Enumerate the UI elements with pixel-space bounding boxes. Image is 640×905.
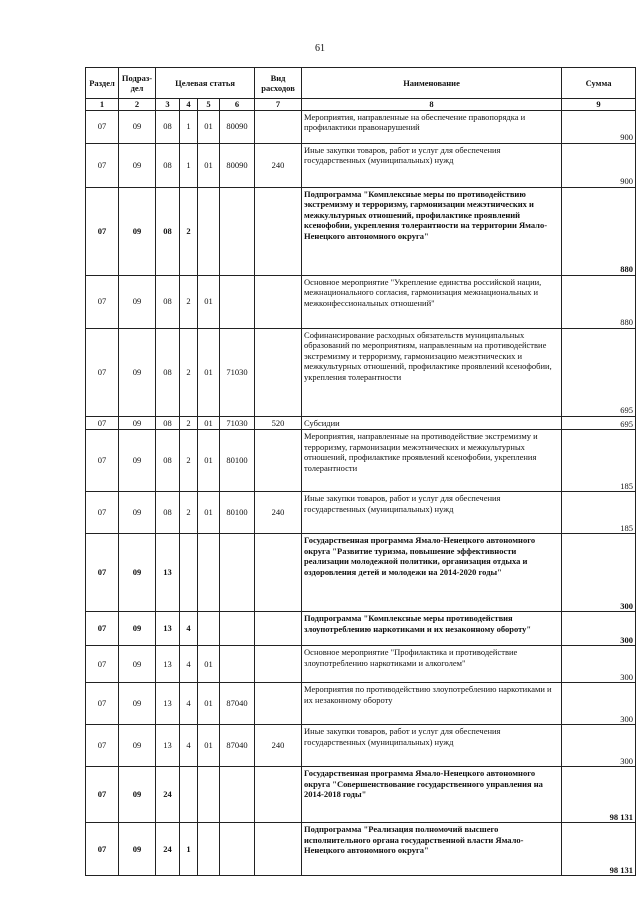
cell-sum: 900 (562, 143, 636, 187)
cell-podrazdel: 09 (119, 275, 156, 328)
cell-subprogram: 1 (180, 110, 198, 143)
cell-expense-type: 520 (255, 416, 302, 430)
cell-name: Подпрограмма "Комплексные меры по противодействию экстремизму и терроризму, гармонизации межэтнических и межкультурных отношений, профилактике проявлений ксенофобии, укрепления толерантности на территории Ямало-Ненецкого автономного округа" (302, 187, 562, 275)
table-row (86, 823, 636, 876)
cell-sum: 185 (562, 430, 636, 492)
cell-razdel: 07 (86, 143, 119, 187)
cell-name: Мероприятия, направленные на противодействие экстремизму и терроризму, гармонизации межэтнических и межкультурных отношений, профилактике проявлений ксенофобии, укрепления толерантности (302, 430, 562, 492)
cell-program: 13 (156, 725, 180, 767)
cell-expense-type (255, 110, 302, 143)
cell-program: 24 (156, 823, 180, 876)
cell-podrazdel: 09 (119, 683, 156, 725)
cell-razdel: 07 (86, 110, 119, 143)
cell-subprogram: 2 (180, 430, 198, 492)
column-number: 9 (562, 99, 636, 111)
cell-razdel: 07 (86, 725, 119, 767)
cell-program: 13 (156, 612, 180, 646)
cell-measure: 01 (198, 143, 220, 187)
cell-measure: 01 (198, 683, 220, 725)
cell-podrazdel: 09 (119, 110, 156, 143)
cell-subprogram: 4 (180, 725, 198, 767)
budget-table (85, 67, 636, 876)
cell-name: Иные закупки товаров, работ и услуг для обеспечения государственных (муниципальных) нужд (302, 143, 562, 187)
table-row (86, 767, 636, 823)
cell-direction (220, 646, 255, 683)
cell-name: Основное мероприятие "Профилактика и противодействие злоупотреблению наркотиками и алкоголем" (302, 646, 562, 683)
table-row (86, 187, 636, 275)
cell-name: Мероприятия по противодействию злоупотреблению наркотиками и их незаконному обороту (302, 683, 562, 725)
cell-subprogram: 4 (180, 612, 198, 646)
cell-name: Мероприятия, направленные на обеспечение правопорядка и профилактики правонарушений (302, 110, 562, 143)
cell-program: 13 (156, 534, 180, 612)
cell-razdel: 07 (86, 823, 119, 876)
cell-sum: 98 131 (562, 823, 636, 876)
cell-direction: 71030 (220, 416, 255, 430)
cell-razdel: 07 (86, 646, 119, 683)
cell-name: Иные закупки товаров, работ и услуг для обеспечения государственных (муниципальных) нужд (302, 725, 562, 767)
cell-name: Субсидии (302, 416, 562, 430)
cell-measure (198, 534, 220, 612)
cell-direction: 80100 (220, 430, 255, 492)
cell-program: 08 (156, 416, 180, 430)
cell-razdel: 07 (86, 187, 119, 275)
cell-podrazdel: 09 (119, 143, 156, 187)
cell-direction: 80090 (220, 110, 255, 143)
cell-subprogram: 2 (180, 328, 198, 416)
header-podrazdel: Подраз-дел (119, 68, 156, 99)
cell-subprogram: 1 (180, 823, 198, 876)
cell-subprogram: 2 (180, 416, 198, 430)
table-row (86, 110, 636, 143)
table-row (86, 430, 636, 492)
cell-razdel: 07 (86, 416, 119, 430)
cell-measure: 01 (198, 430, 220, 492)
header-target: Целевая статья (156, 68, 255, 99)
header-vid: Вид расходов (255, 68, 302, 99)
cell-razdel: 07 (86, 328, 119, 416)
cell-subprogram (180, 767, 198, 823)
cell-measure: 01 (198, 275, 220, 328)
cell-expense-type (255, 767, 302, 823)
cell-program: 24 (156, 767, 180, 823)
cell-program: 08 (156, 187, 180, 275)
cell-podrazdel: 09 (119, 823, 156, 876)
cell-direction (220, 767, 255, 823)
cell-podrazdel: 09 (119, 430, 156, 492)
cell-podrazdel: 09 (119, 725, 156, 767)
cell-measure: 01 (198, 725, 220, 767)
column-number: 2 (119, 99, 156, 111)
column-number: 5 (198, 99, 220, 111)
cell-direction: 80090 (220, 143, 255, 187)
cell-expense-type: 240 (255, 725, 302, 767)
cell-sum: 98 131 (562, 767, 636, 823)
cell-expense-type (255, 823, 302, 876)
table-row (86, 683, 636, 725)
table-row (86, 275, 636, 328)
cell-subprogram: 2 (180, 275, 198, 328)
cell-measure: 01 (198, 646, 220, 683)
cell-sum: 900 (562, 110, 636, 143)
cell-name: Государственная программа Ямало-Ненецкого автономного округа "Совершенствование государственного управления на 2014-2018 годы" (302, 767, 562, 823)
cell-direction (220, 612, 255, 646)
cell-podrazdel: 09 (119, 646, 156, 683)
cell-expense-type (255, 328, 302, 416)
cell-measure (198, 612, 220, 646)
cell-measure (198, 767, 220, 823)
cell-measure: 01 (198, 328, 220, 416)
header-razdel: Раздел (86, 68, 119, 99)
cell-program: 13 (156, 683, 180, 725)
cell-expense-type: 240 (255, 143, 302, 187)
cell-program: 08 (156, 430, 180, 492)
column-number: 6 (220, 99, 255, 111)
cell-expense-type (255, 534, 302, 612)
cell-sum: 300 (562, 612, 636, 646)
cell-razdel: 07 (86, 275, 119, 328)
cell-sum: 185 (562, 492, 636, 534)
table-row (86, 612, 636, 646)
table-header-row (86, 68, 636, 99)
cell-podrazdel: 09 (119, 612, 156, 646)
cell-subprogram: 2 (180, 492, 198, 534)
cell-measure: 01 (198, 416, 220, 430)
cell-expense-type (255, 683, 302, 725)
column-number: 3 (156, 99, 180, 111)
cell-expense-type (255, 275, 302, 328)
cell-measure: 01 (198, 110, 220, 143)
cell-program: 08 (156, 110, 180, 143)
table-row (86, 534, 636, 612)
cell-razdel: 07 (86, 534, 119, 612)
cell-direction: 87040 (220, 683, 255, 725)
cell-program: 08 (156, 328, 180, 416)
column-number: 4 (180, 99, 198, 111)
cell-direction: 71030 (220, 328, 255, 416)
cell-podrazdel: 09 (119, 767, 156, 823)
cell-direction: 87040 (220, 725, 255, 767)
column-number-row (86, 99, 636, 111)
cell-razdel: 07 (86, 683, 119, 725)
cell-sum: 880 (562, 187, 636, 275)
cell-razdel: 07 (86, 430, 119, 492)
cell-podrazdel: 09 (119, 416, 156, 430)
cell-sum: 880 (562, 275, 636, 328)
cell-program: 08 (156, 492, 180, 534)
cell-name: Подпрограмма "Комплексные меры противодействия злоупотреблению наркотиками и их незаконному обороту" (302, 612, 562, 646)
cell-direction (220, 823, 255, 876)
cell-podrazdel: 09 (119, 328, 156, 416)
cell-direction: 80100 (220, 492, 255, 534)
table-row (86, 725, 636, 767)
cell-subprogram: 1 (180, 143, 198, 187)
cell-expense-type (255, 646, 302, 683)
cell-razdel: 07 (86, 767, 119, 823)
header-sum: Сумма (562, 68, 636, 99)
cell-program: 13 (156, 646, 180, 683)
cell-sum: 300 (562, 534, 636, 612)
cell-podrazdel: 09 (119, 187, 156, 275)
cell-measure (198, 187, 220, 275)
cell-sum: 695 (562, 328, 636, 416)
cell-name: Подпрограмма "Реализация полномочий высшего исполнительного органа государственной власти Ямало-Ненецкого автономного округа" (302, 823, 562, 876)
cell-program: 08 (156, 143, 180, 187)
cell-podrazdel: 09 (119, 534, 156, 612)
table-row (86, 416, 636, 430)
cell-subprogram (180, 534, 198, 612)
cell-expense-type (255, 612, 302, 646)
cell-sum: 300 (562, 683, 636, 725)
header-name: Наименование (302, 68, 562, 99)
table-row (86, 328, 636, 416)
table-body (86, 110, 636, 876)
cell-razdel: 07 (86, 492, 119, 534)
cell-name: Основное мероприятие "Укрепление единства российской нации, межнационального согласия, гармонизация межнациональных и межконфессиональных отношений" (302, 275, 562, 328)
cell-measure (198, 823, 220, 876)
column-number: 7 (255, 99, 302, 111)
cell-subprogram: 2 (180, 187, 198, 275)
column-number: 8 (302, 99, 562, 111)
cell-name: Государственная программа Ямало-Ненецкого автономного округа "Развитие туризма, повышение эффективности реализации молодежной политики, организация отдыха и оздоровления детей и молодежи на 2014-2020 годы" (302, 534, 562, 612)
cell-expense-type (255, 430, 302, 492)
cell-direction (220, 275, 255, 328)
cell-razdel: 07 (86, 612, 119, 646)
cell-sum: 695 (562, 416, 636, 430)
cell-measure: 01 (198, 492, 220, 534)
column-number: 1 (86, 99, 119, 111)
page-number: 61 (315, 43, 325, 54)
cell-expense-type (255, 187, 302, 275)
cell-sum: 300 (562, 646, 636, 683)
cell-direction (220, 187, 255, 275)
cell-subprogram: 4 (180, 683, 198, 725)
cell-podrazdel: 09 (119, 492, 156, 534)
table-row (86, 143, 636, 187)
cell-name: Иные закупки товаров, работ и услуг для обеспечения государственных (муниципальных) нужд (302, 492, 562, 534)
table-row (86, 492, 636, 534)
table-row (86, 646, 636, 683)
cell-sum: 300 (562, 725, 636, 767)
cell-expense-type: 240 (255, 492, 302, 534)
cell-direction (220, 534, 255, 612)
cell-program: 08 (156, 275, 180, 328)
cell-subprogram: 4 (180, 646, 198, 683)
cell-name: Софинансирование расходных обязательств муниципальных образований по мероприятиям, направленным на противодействие экстремизму и терроризму, гармонизацию межэтнических и межкультурных отношений, профилактике проявлений ксенофобии, укрепления толерантности (302, 328, 562, 416)
